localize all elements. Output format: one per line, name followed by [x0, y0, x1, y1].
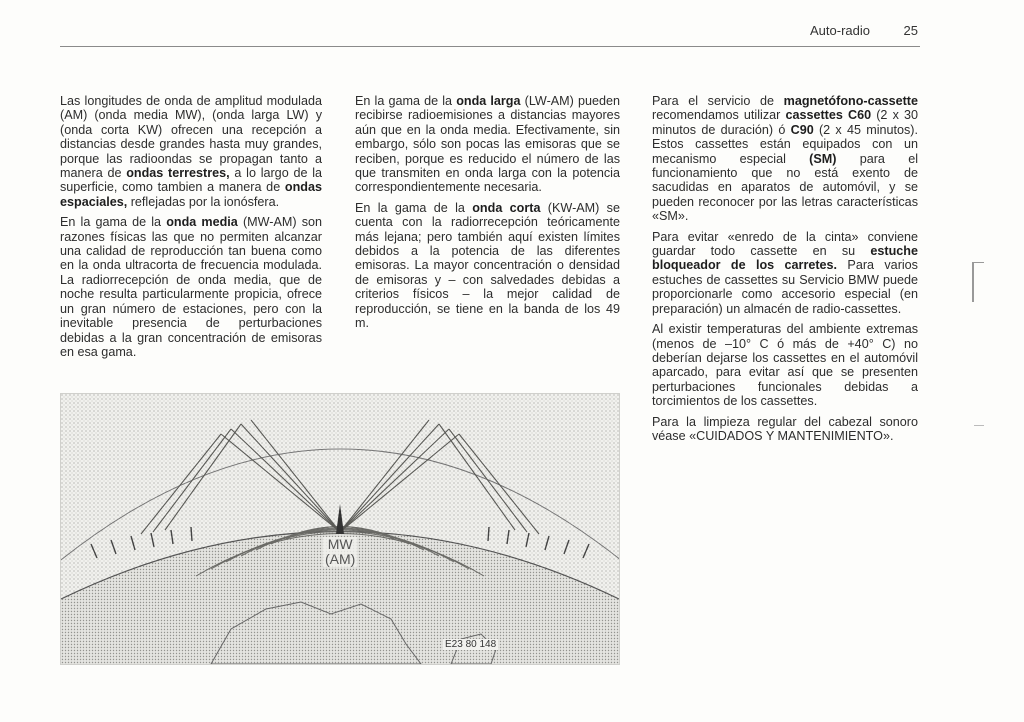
- text-run: Para el servicio de: [652, 94, 784, 108]
- text-run: (2 x 30 minutos de duración) ó: [652, 108, 918, 137]
- text-run: (KW-AM) se cuenta con la radiorrecepción teóricamente más lejana; pero también aquí existen límites debidos a la potencia de las diferentes emisoras. La mayor concentración o densidad de emisoras y – con salvedades debidas a criterios físicos – la mejor calidad de reproducción, se tiene en la banda de los 49 m.: [355, 200, 620, 331]
- column-right: [652, 94, 918, 449]
- page-number: 25: [903, 23, 918, 38]
- paragraph: [652, 415, 918, 444]
- paragraph: [60, 94, 322, 209]
- text-run: (LW-AM) pueden recibirse radioemisiones a distancias mayores aún que en la onda media. Efectivamente, sin embargo, sólo son pocas las emisoras que se reciben, porque es reducido el número de las que transmiten en onda larga con la potencia correspondientemente necesaria.: [355, 94, 621, 195]
- text-run: reflejadas por la ionósfera.: [127, 194, 280, 209]
- column-left: [60, 94, 322, 365]
- radio-wave-illustration: [60, 393, 620, 665]
- mw-am-label: MW (AM): [325, 536, 356, 567]
- wave-diagram: [61, 394, 619, 664]
- text-run: Al existir temperaturas del ambiente extremas (menos de –10° C ó más de +40° C) no deberían dejarse los cassettes en el automóvil aparcado, para evitar así que se presenten perturbaciones funcionales debidas a torcimientos de los cassettes.: [652, 322, 918, 409]
- page-header: [60, 20, 920, 47]
- text-run: Las longitudes de onda de amplitud modulada (AM) (onda media MW), (onda larga LW) y (onda corta KW) ofrecen una recepción a distancias desde grandes hasta muy grandes, porque las radioondas se propagan tanto a manera de: [60, 94, 322, 181]
- section-title: Auto-radio: [810, 23, 870, 38]
- text-run: (2 x 45 minutos). Estos cassettes están equipados con un mecanismo especial: [652, 122, 918, 166]
- text-run: Para la limpieza regular del cabezal sonoro véase «CUIDADOS Y MANTENIMIENTO».: [652, 414, 918, 443]
- emphasis-text: estuche bloqueador de los carretes.: [652, 244, 918, 273]
- page-edge-mark: [974, 425, 984, 426]
- text-run: recomendamos utilizar: [652, 108, 786, 123]
- text-run: a lo largo de la superficie, como tambien a manera de: [60, 166, 322, 195]
- column-middle: [355, 94, 620, 337]
- paragraph: [652, 94, 918, 224]
- emphasis-text: magnetófono-cassette: [783, 94, 918, 108]
- text-run: En la gama de la: [355, 200, 473, 215]
- paragraph: [355, 201, 620, 331]
- paragraph: [60, 215, 322, 359]
- text-run: En la gama de la: [355, 94, 457, 108]
- emphasis-text: onda media: [166, 215, 238, 230]
- paragraph: [652, 322, 918, 408]
- figure-code: E23 80 148: [445, 639, 497, 650]
- emphasis-text: onda corta: [472, 200, 541, 215]
- text-run: En la gama de la: [60, 215, 167, 230]
- emphasis-text: (SM): [809, 151, 837, 166]
- emphasis-text: ondas terrestres,: [126, 166, 230, 181]
- text-run: Para evitar «enredo de la cinta» conviene guardar todo cassette en su: [652, 229, 918, 259]
- text-run: para el funcionamiento que no está exento de sacudidas en aparatos de automóvil, y se pueden reconocer por las letras características «SM».: [652, 151, 918, 224]
- text-run: (MW-AM) son razones físicas las que no permiten alcanzar una calidad de reproducción tan buena como en la onda ultracorta de frecuencia modulada. La radiorrecepción de onda media, que de noche resulta particularmente propicia, ofrece un gran número de estaciones, pero con la inevitable presencia de perturbaciones debidas a la gran concentración de emisoras en esa gama.: [60, 215, 323, 359]
- text-run: Para varios estuches de cassettes su Servicio BMW puede proporcionarle como accesorio especial (en preparación) un almacén de radio-cassettes.: [652, 258, 918, 316]
- page-edge-mark: [972, 262, 984, 263]
- emphasis-text: onda larga: [456, 94, 521, 108]
- paragraph: [652, 230, 918, 316]
- emphasis-text: C90: [790, 122, 814, 137]
- page-edge-mark: [972, 262, 974, 302]
- emphasis-text: ondas espaciales,: [60, 180, 322, 209]
- paragraph: [355, 94, 620, 195]
- emphasis-text: cassettes C60: [785, 108, 872, 123]
